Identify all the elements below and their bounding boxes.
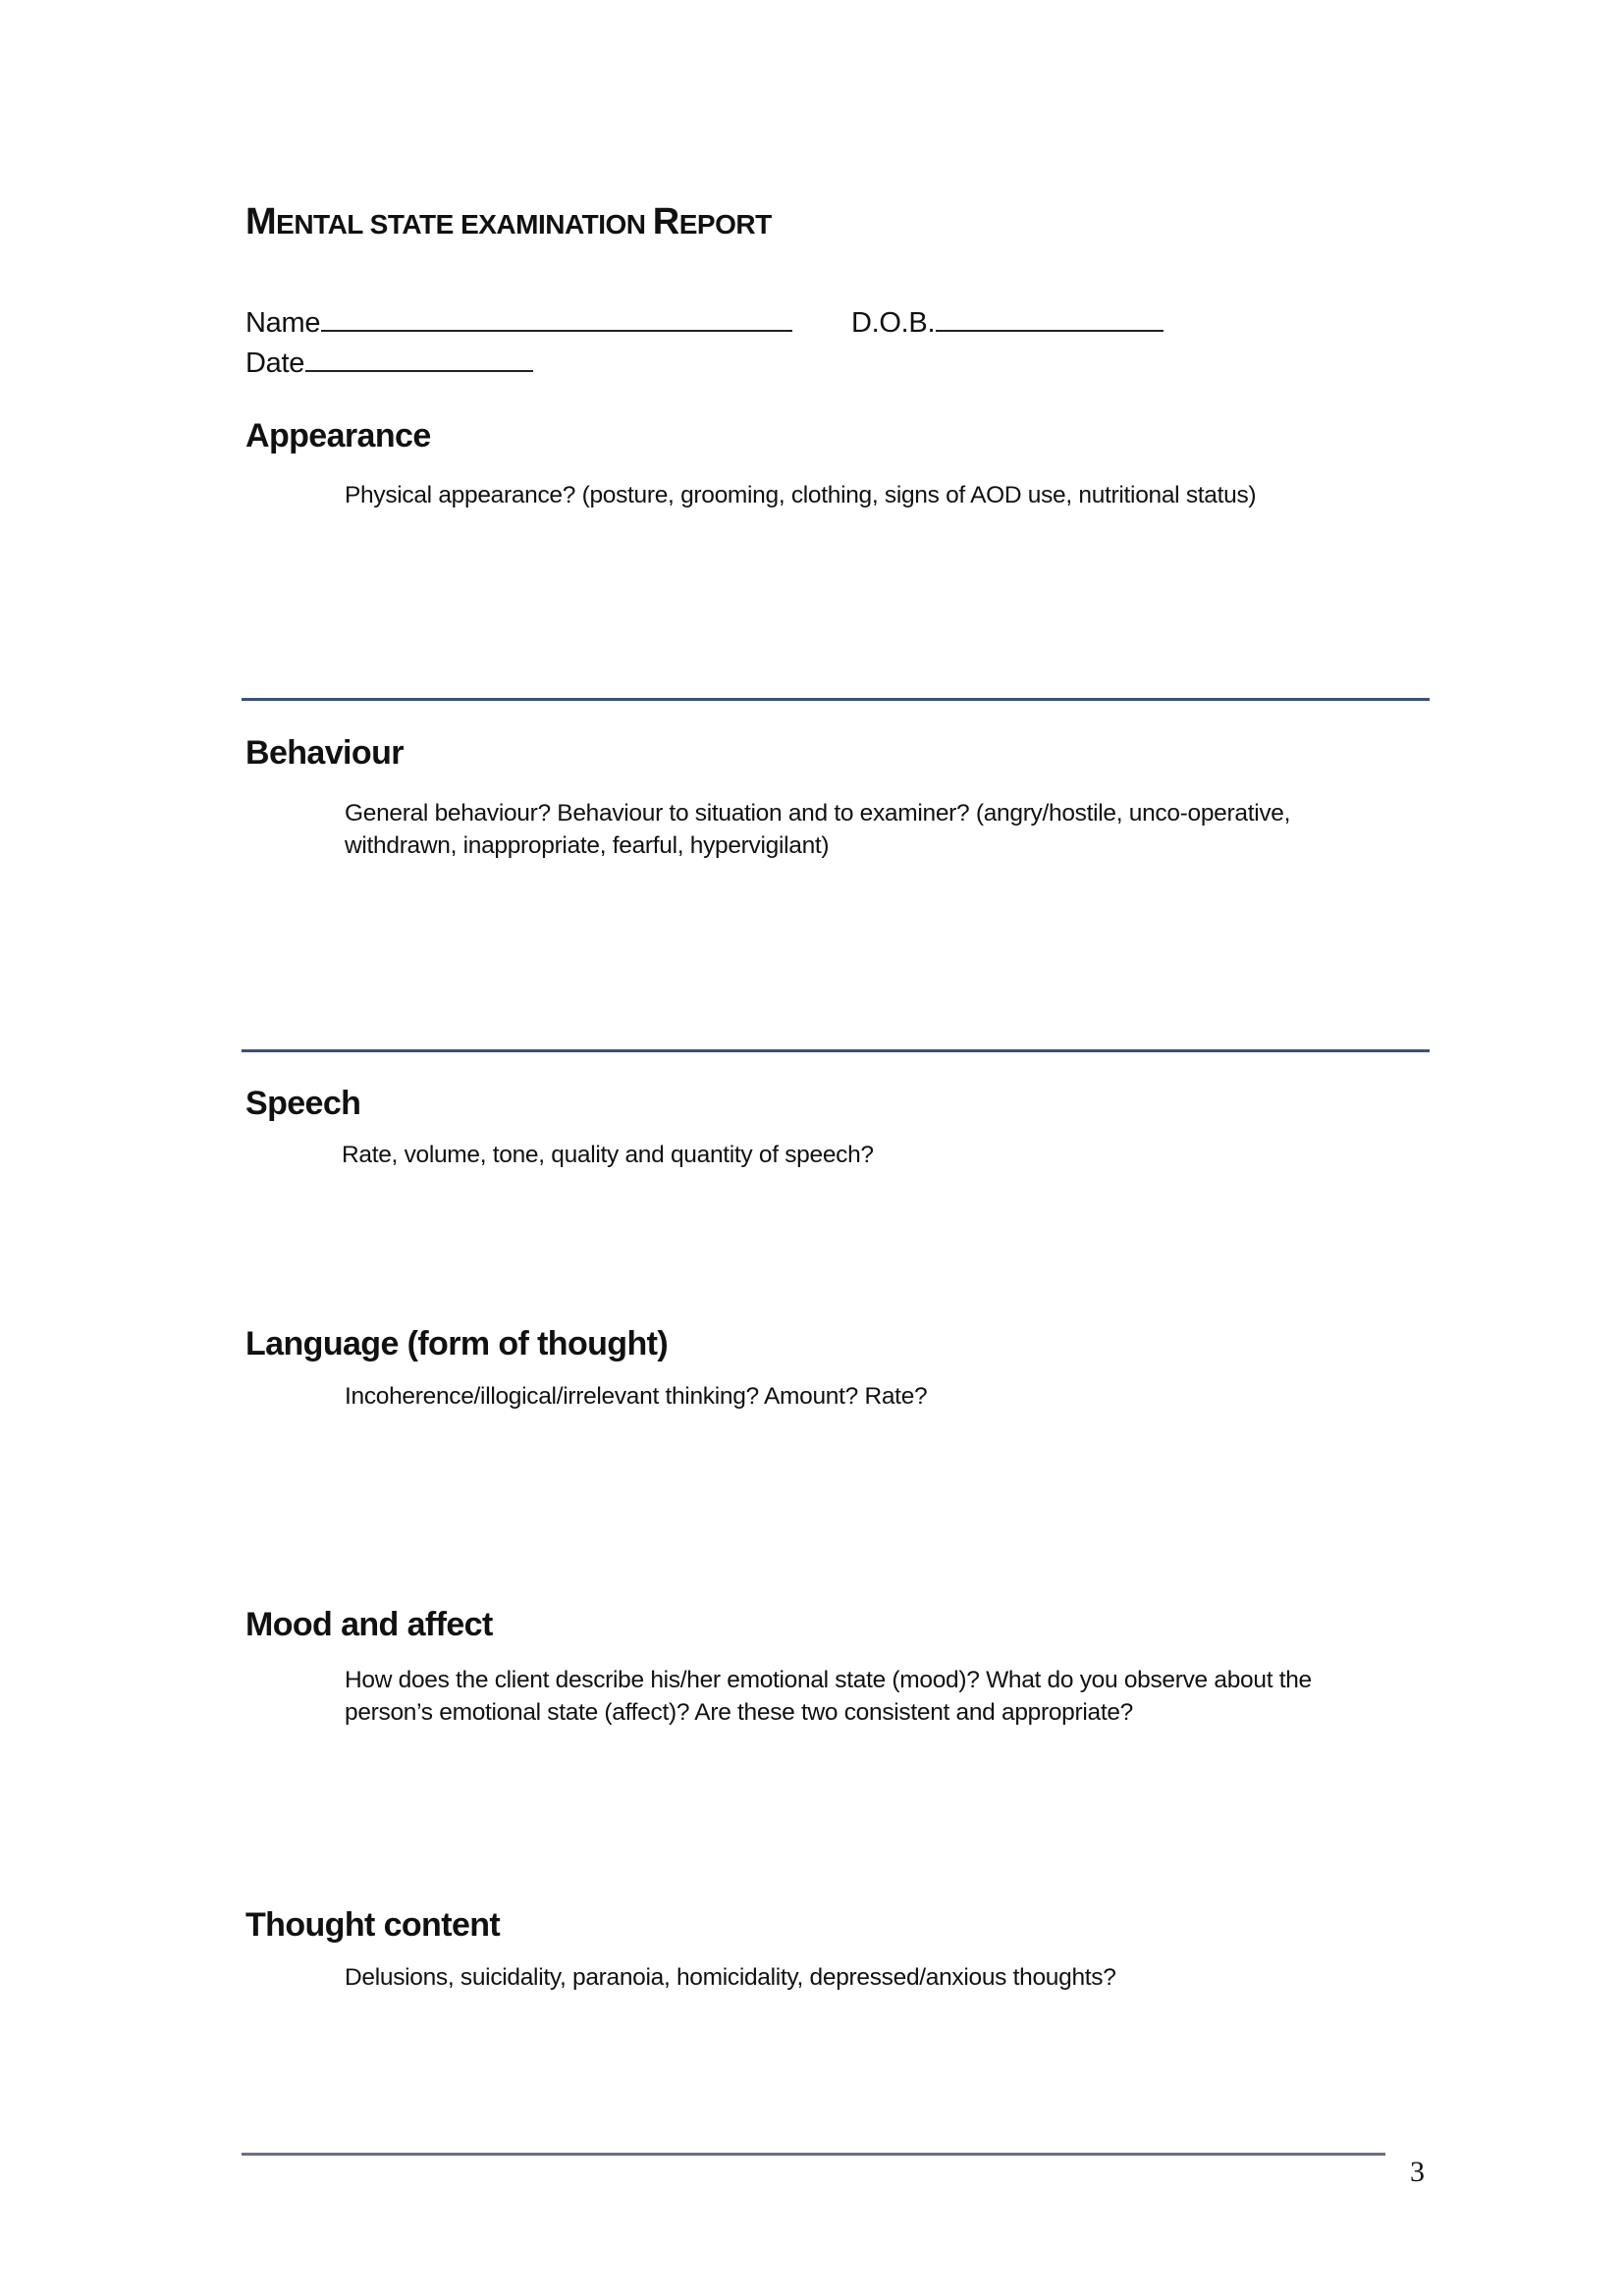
section-heading-mood-affect: Mood and affect (245, 1606, 493, 1643)
name-field-row (245, 304, 792, 340)
section-separator (242, 1049, 1430, 1052)
section-prompt-behaviour: General behaviour? Behaviour to situation and to examiner? (angry/hostile, unco-operative, withdrawn, inappropriate, fearful, hypervigilant) (345, 800, 1291, 859)
title-part-2: EPORT (678, 209, 772, 240)
dob-label: D.O.B. (851, 307, 936, 339)
date-field-row (245, 345, 533, 380)
title-part-1: ENTAL STATE EXAMINATION (276, 209, 653, 240)
section-prompt-language: Incoherence/illogical/irrelevant thinking? Amount? Rate? (345, 1383, 928, 1410)
section-prompt-speech: Rate, volume, tone, quality and quantity of speech? (342, 1142, 874, 1168)
date-field[interactable] (305, 345, 533, 372)
page-number: 3 (1410, 2156, 1425, 2188)
dob-field-row (851, 304, 1164, 340)
date-label: Date (245, 347, 305, 379)
section-heading-thought-content: Thought content (245, 1906, 501, 1944)
section-heading-appearance: Appearance (245, 417, 431, 454)
section-prompt-thought-content: Delusions, suicidality, paranoia, homicidality, depressed/anxious thoughts? (345, 1964, 1116, 1991)
name-field[interactable] (321, 304, 792, 332)
title-cap-r: R (652, 201, 679, 242)
section-heading-speech: Speech (245, 1085, 361, 1122)
title-cap-m: M (245, 201, 277, 242)
page-title (245, 201, 772, 243)
section-prompt-mood-affect: How does the client describe his/her emotional state (mood)? What do you observe about the person’s emotional state (affect)? Are these two consistent and appropriate? (345, 1667, 1312, 1726)
dob-field[interactable] (936, 304, 1164, 332)
name-label: Name (245, 307, 321, 339)
section-separator (242, 698, 1430, 701)
section-prompt-appearance: Physical appearance? (posture, grooming, clothing, signs of AOD use, nutritional status) (345, 482, 1257, 508)
section-heading-behaviour: Behaviour (245, 734, 404, 772)
footer-rule (242, 2153, 1385, 2156)
section-heading-language: Language (form of thought) (245, 1325, 669, 1362)
